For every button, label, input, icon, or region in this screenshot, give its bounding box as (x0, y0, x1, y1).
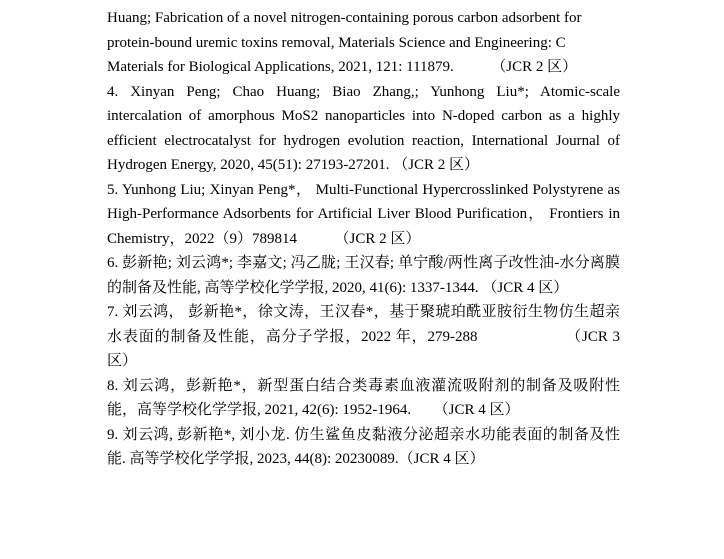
publication-entry-5: 5. Yunhong Liu; Xinyan Peng*， Multi-Functional Hypercrosslinked Polystyrene as High-Performance Adsorbents for Artificial Liver Blood Purification， Frontiers in Chemistry，2022（9）789814 （JCR 2 区） (107, 181, 620, 247)
publication-entry-9: 9. 刘云鸿, 彭新艳*, 刘小龙. 仿生鲨鱼皮黏液分泌超亲水功能表面的制备及性能. 高等学校化学学报, 2023, 44(8): 20230089.（JCR 4 区） (107, 426, 620, 467)
publication-entry-4: 4. Xinyan Peng; Chao Huang; Biao Zhang,; Yunhong Liu*; Atomic-scale intercalation of amorphous MoS2 nanoparticles into N-doped carbon as a highly efficient electrocatalyst for hydrogen evolution reaction, International Journal of Hydrogen Energy, 2020, 45(51): 27193-27201. （JCR 2 区） (107, 83, 620, 173)
publication-entry-6: 6. 彭新艳; 刘云鸿*; 李嘉文; 冯乙胧; 王汉春; 单宁酸/两性离子改性油-水分离膜的制备及性能, 高等学校化学学报, 2020, 41(6): 1337-1344. （JCR 4 区） (107, 255, 620, 296)
publication-entry-3-continuation: Huang; Fabrication of a novel nitrogen-containing porous carbon adsorbent for protein-bound uremic toxins removal, Materials Science and Engineering: C Materials for Biological Applications, 2021, 121: 111879. （JCR 2 区） (107, 10, 582, 75)
publication-entry-8: 8. 刘云鸿，彭新艳*，新型蛋白结合类毒素血液灌流吸附剂的制备及吸附性能，高等学校化学学报, 2021, 42(6): 1952-1964. （JCR 4 区） (107, 377, 620, 418)
publication-list (107, 6, 620, 472)
publication-entry-7: 7. 刘云鸿， 彭新艳*，徐文涛，王汉春*，基于聚琥珀酰亚胺衍生物仿生超亲水表面的制备及性能，高分子学报，2022 年，279-288 （JCR 3 区） (107, 304, 620, 369)
